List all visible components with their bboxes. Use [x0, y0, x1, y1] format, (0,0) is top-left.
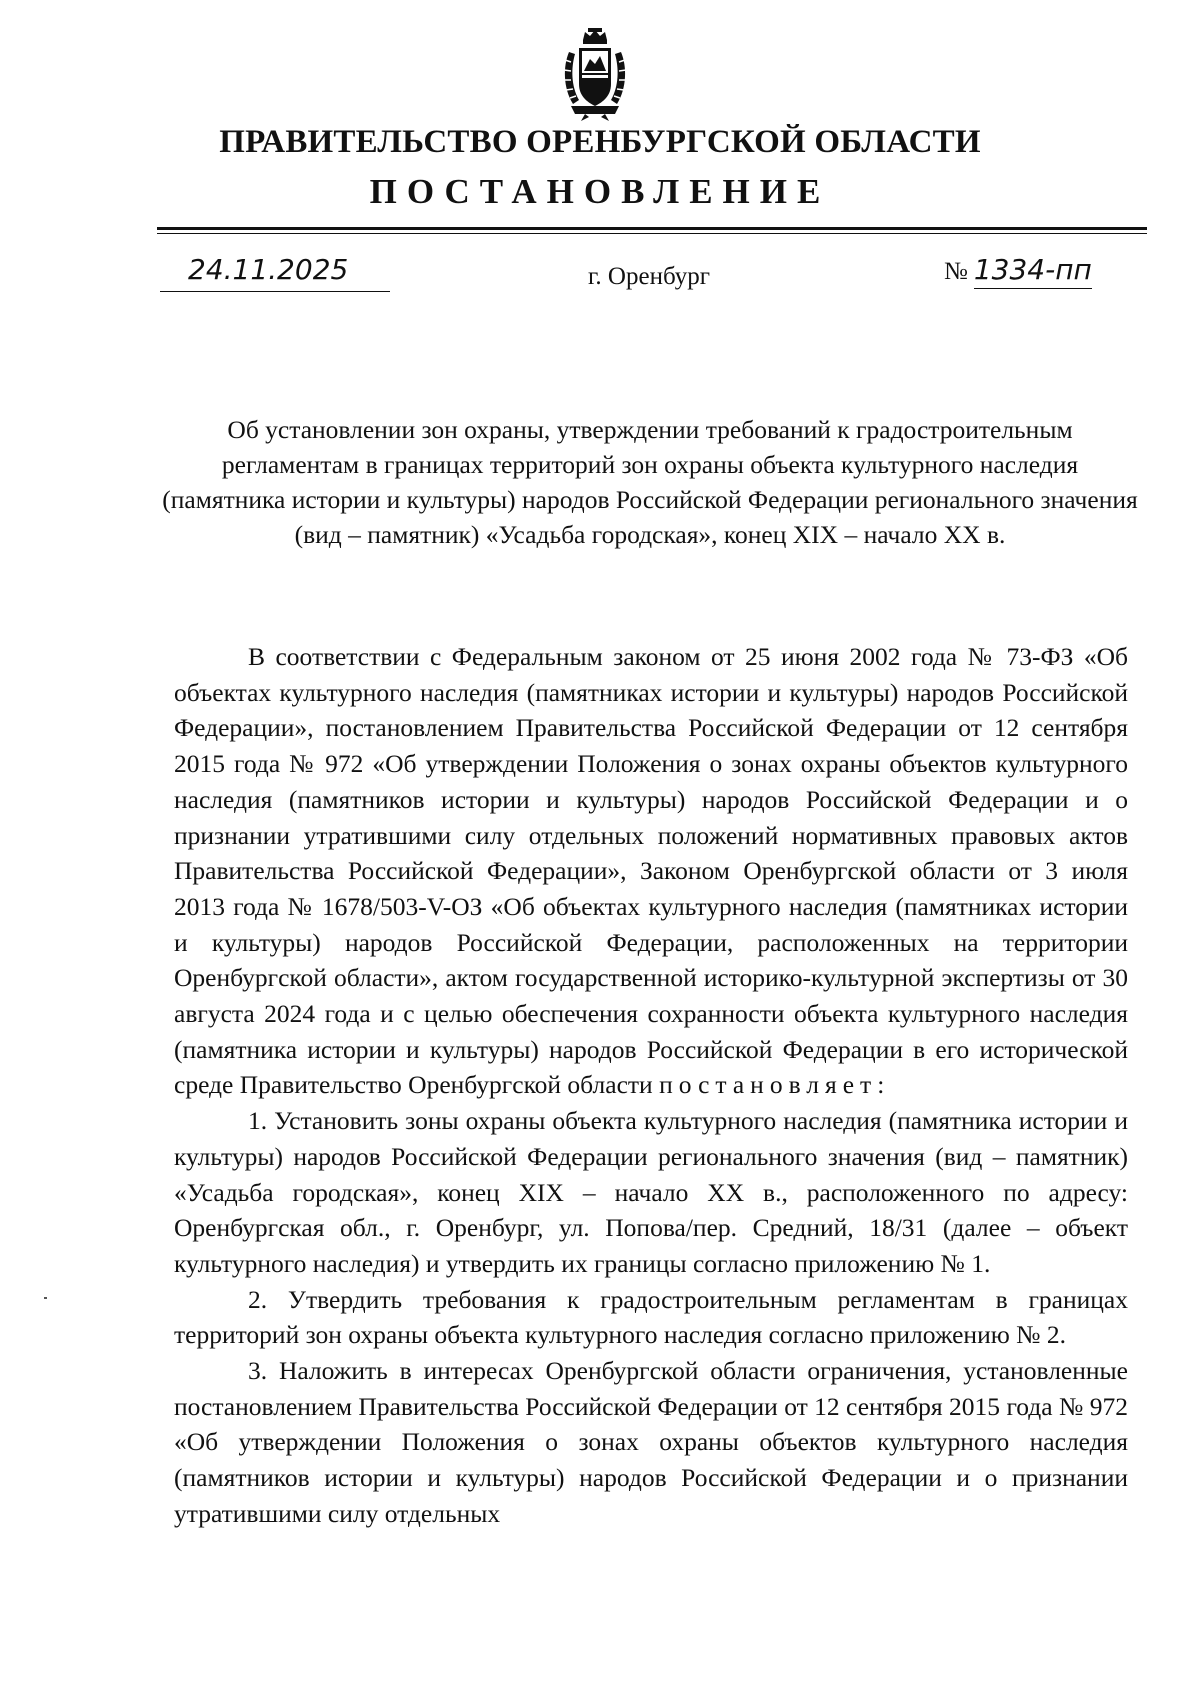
document-number-block: [944, 252, 1092, 292]
document-subject: Об установлении зон охраны, утверждении требований к градостроительным регламентам в границах территорий зон охраны объекта культурного наследия (памятника истории и культуры) народов Российской Федерации регионального значения (вид – памятник) «Усадьба городская», конец XIX – начало XX в.: [162, 415, 1138, 549]
coat-of-arms-graphic: [555, 26, 635, 122]
document-type-title: ПОСТАНОВЛЕНИЕ: [369, 172, 831, 211]
organization-title: ПРАВИТЕЛЬСТВО ОРЕНБУРГСКОЙ ОБЛАСТИ: [219, 124, 981, 160]
preamble-paragraph: [174, 639, 1128, 1103]
clause-1: 1. Установить зоны охраны объекта культурного наследия (памятника истории и культуры) народов Российской Федерации регионального значения (вид – памятник) «Усадьба городская», конец XIX – начало XX в., расположенного по адресу: Оренбургская обл., г. Оренбург, ул. Попова/пер. Средний, 18/31 (далее – объект культурного наследия) и утвердить их границы согласно приложению № 1.: [174, 1106, 1128, 1278]
decree-word: постановляет:: [659, 1070, 891, 1100]
clause-2: 2. Утвердить требования к градостроительным регламентам в границах территорий зон охраны объекта культурного наследия согласно приложению № 2.: [174, 1284, 1128, 1350]
scan-speck: [44, 1297, 47, 1299]
clause-3: 3. Наложить в интересах Оренбургской области ограничения, установленные постановлением Правительства Российской Федерации от 12 сентября 2015 года № 972 «Об утверждении Положения о зонах охраны объектов культурного наследия (памятников истории и культуры) народов Российской Федерации и о признании утратившими силу отдельных: [174, 1356, 1128, 1528]
preamble-text: В соответствии с Федеральным законом от 25 июня 2002 года № 73-ФЗ «Об объектах культурного наследия (памятниках истории и культуры) народов Российской Федерации», постановлением Правительства Российской Федерации от 12 сентября 2015 года № 972 «Об утверждении Положения о зонах охраны объектов культурного наследия (памятников истории и культуры) народов Российской Федерации и о признании утратившими силу отдельных положений нормативных правовых актов Правительства Российской Федерации», Законом Оренбургской области от 3 июля 2013 года № 1678/503-V-ОЗ «Об объектах культурного наследия (памятниках истории и культуры) народов Российской Федерации, расположенных на территории Оренбургской области», актом государственной историко-культурной экспертизы от 30 августа 2024 года и с целью обеспечения сохранности объекта культурного наследия (памятника истории и культуры) народов Российской Федерации в его исторической среде Правительство Оренбургской области: [174, 642, 1128, 1100]
document-date: 24.11.2025: [160, 252, 390, 292]
header-rule-thin: [157, 233, 1147, 234]
header-rule-thick: [157, 227, 1147, 230]
coat-of-arms-icon: [555, 26, 635, 122]
document-body: [174, 639, 1128, 1532]
number-sign: №: [944, 258, 968, 285]
document-number: 1334-пп: [974, 252, 1092, 289]
document-city: г. Оренбург: [588, 263, 710, 290]
